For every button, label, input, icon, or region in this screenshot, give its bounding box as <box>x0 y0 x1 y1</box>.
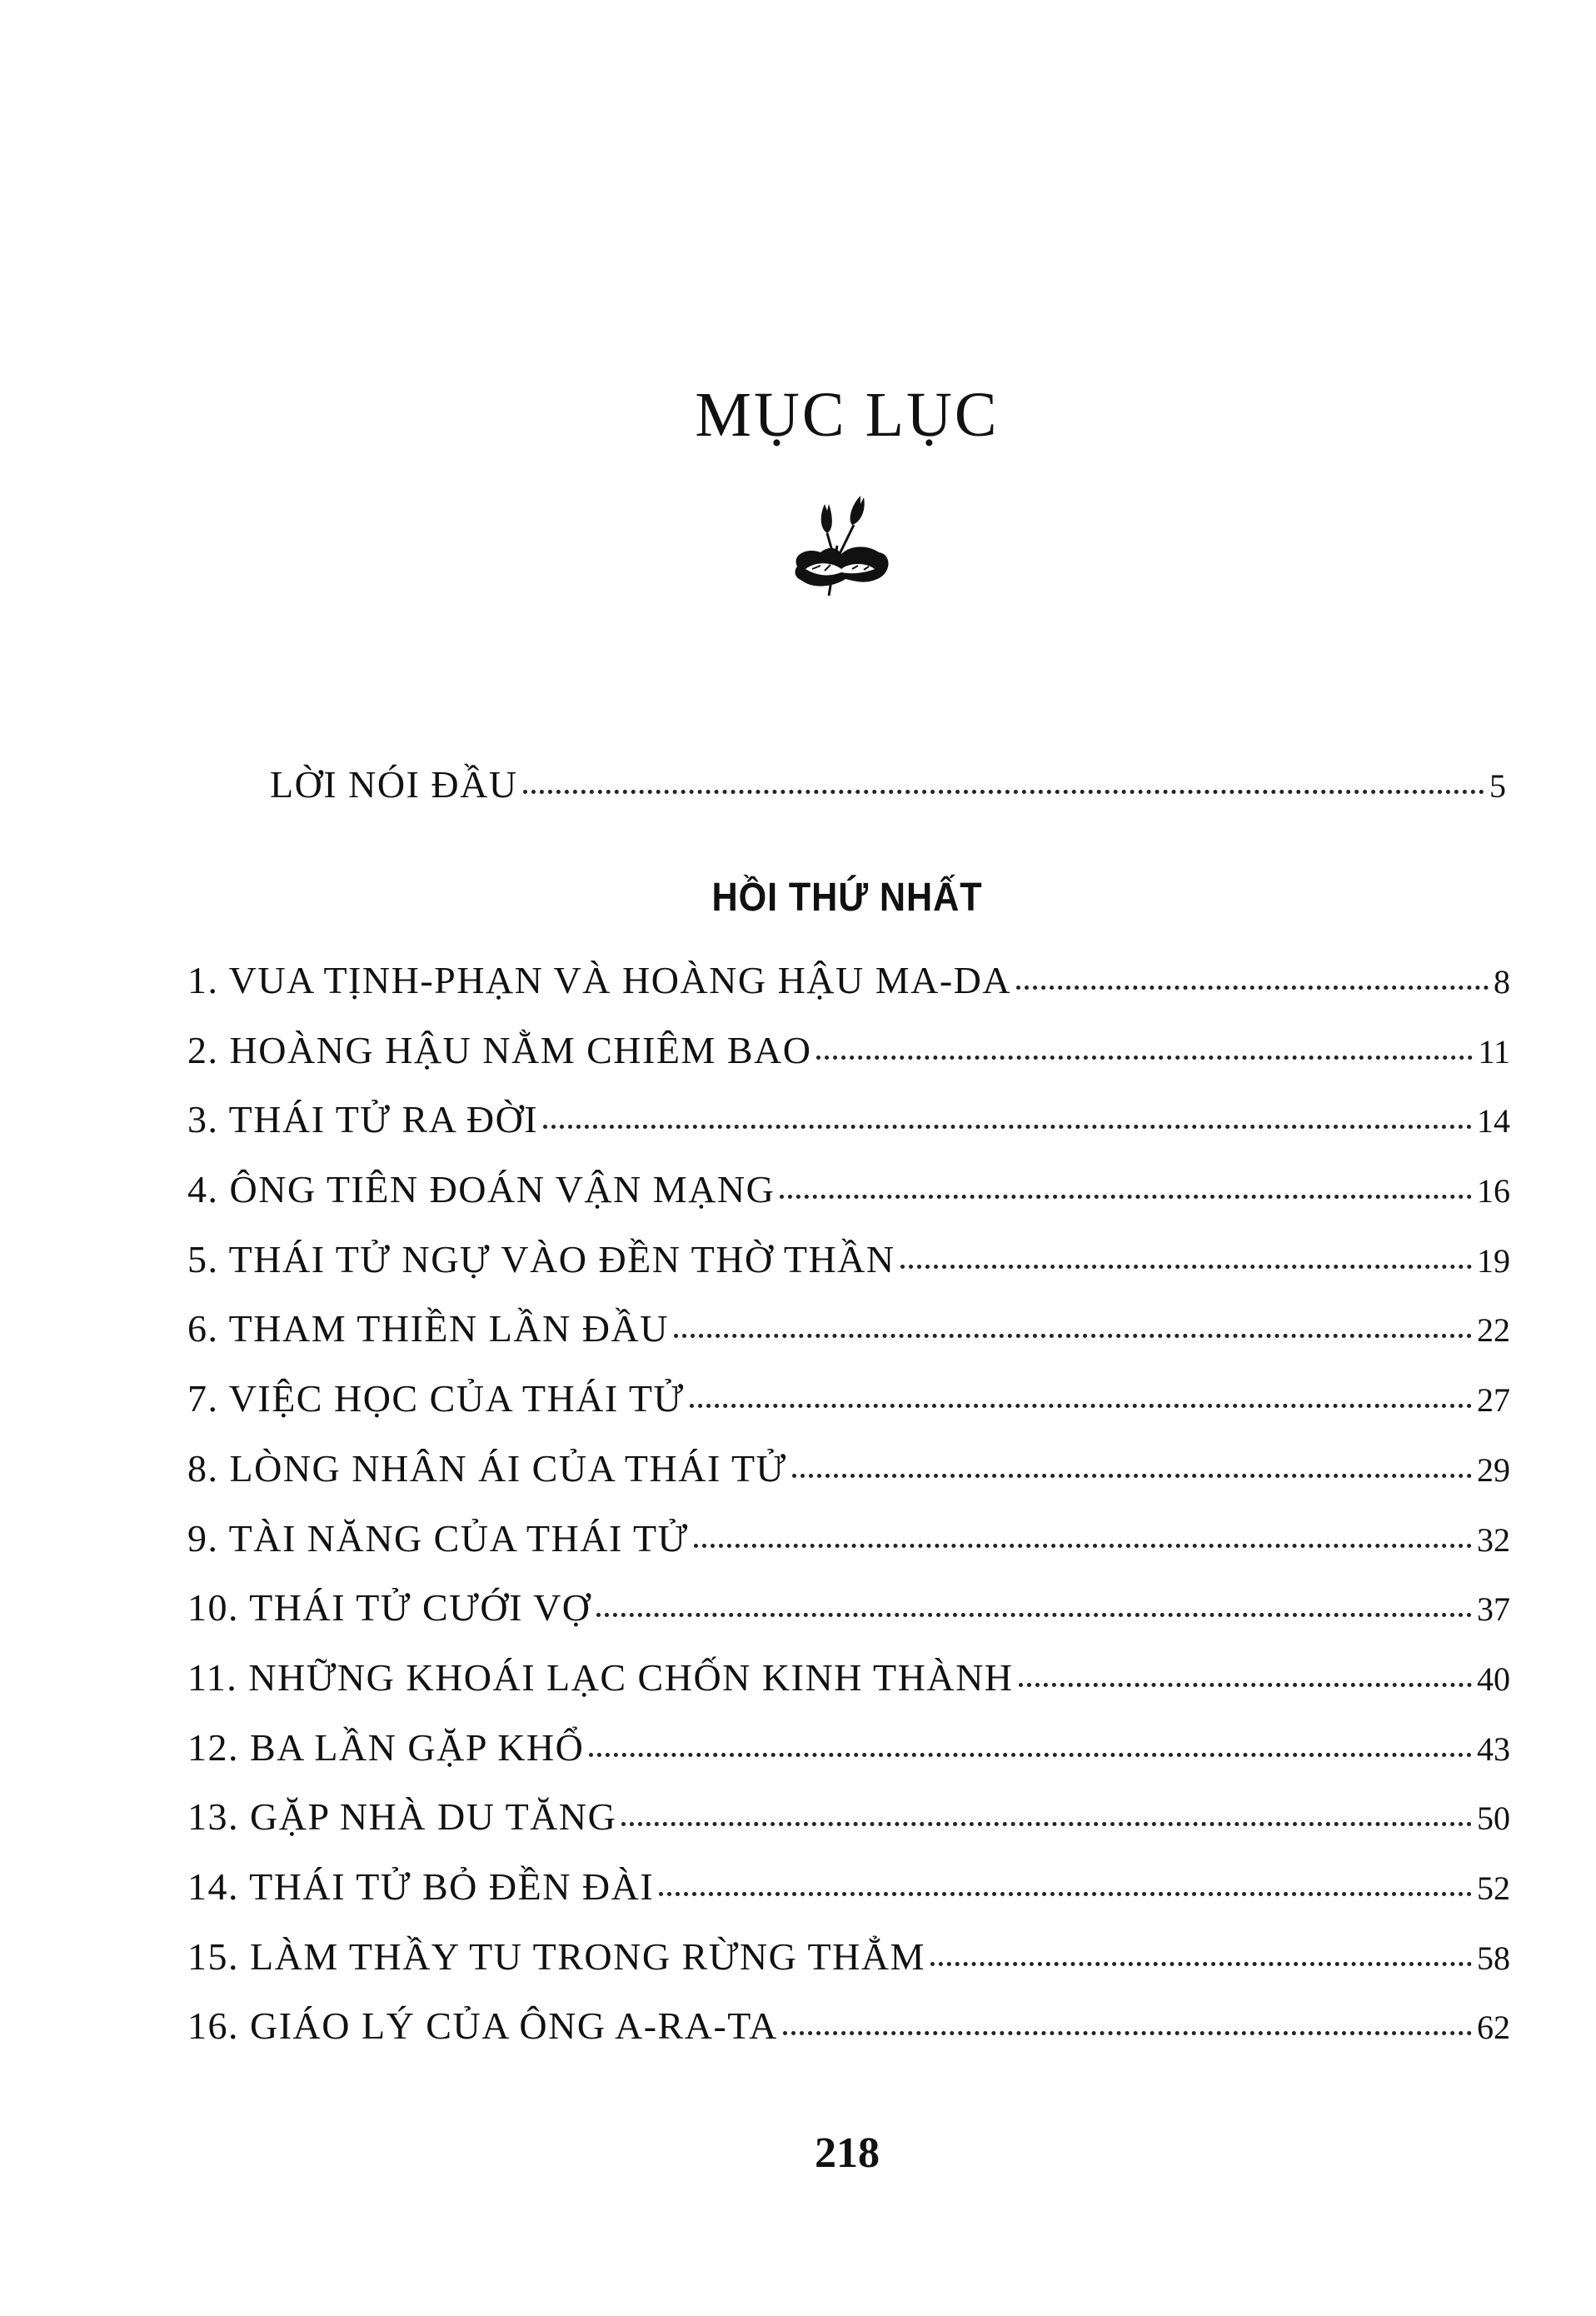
toc-entry[interactable] <box>187 1725 1510 1795</box>
page-title: MỤC LỤC <box>695 380 1000 450</box>
page-number: 218 <box>815 2129 880 2177</box>
toc-entry-label: 13. GẶP NHÀ DU TĂNG <box>187 1795 617 1839</box>
toc-entry-label: 8. LÒNG NHÂN ÁI CỦA THÁI TỬ <box>187 1446 787 1490</box>
toc-entry-page: 29 <box>1477 1450 1510 1489</box>
toc-entry-label: 12. BA LẦN GẶP KHỔ <box>187 1725 585 1769</box>
toc-entry[interactable] <box>187 958 1510 1028</box>
dot-leader <box>900 1265 1472 1269</box>
toc-entry-label: 15. LÀM THẦY TU TRONG RỪNG THẲM <box>187 1934 925 1978</box>
toc-entry-page: 62 <box>1477 2009 1510 2047</box>
dot-leader <box>783 2031 1472 2035</box>
toc-entry-page: 19 <box>1477 1241 1510 1280</box>
toc-entry[interactable] <box>187 2004 1510 2074</box>
toc-entry-page: 27 <box>1477 1381 1510 1420</box>
lotus-ornament-icon <box>787 487 900 600</box>
toc-entry-label: 1. VUA TỊNH-PHẠN VÀ HOÀNG HẬU MA-DA <box>187 959 1012 1001</box>
dot-leader <box>816 1056 1473 1060</box>
toc-entry[interactable] <box>187 1167 1510 1237</box>
dot-leader <box>780 1195 1472 1199</box>
toc-entry-page: 50 <box>1477 1799 1510 1838</box>
section-heading: HỒI THỨ NHẤT <box>711 876 983 920</box>
toc-entry-label: 5. THÁI TỬ NGỰ VÀO ĐỀN THỜ THẦN <box>187 1237 895 1280</box>
toc-entry-label: 4. ÔNG TIÊN ĐOÁN VẬN MẠNG <box>187 1168 776 1211</box>
toc-entry-page: 58 <box>1477 1939 1510 1977</box>
toc-entry-label: 2. HOÀNG HẬU NẰM CHIÊM BAO <box>187 1028 812 1071</box>
dot-leader <box>659 1892 1472 1896</box>
toc-entry-label: 11. NHỮNG KHOÁI LẠC CHỐN KINH THÀNH <box>187 1655 1014 1699</box>
toc-entry[interactable] <box>187 1655 1510 1725</box>
dot-leader <box>930 1962 1472 1966</box>
toc-entry-label: 3. THÁI TỬ RA ĐỜI <box>187 1098 539 1141</box>
toc-entry[interactable] <box>187 1794 1510 1864</box>
dot-leader <box>523 790 1484 794</box>
dot-leader <box>596 1613 1472 1617</box>
dot-leader <box>1016 986 1489 990</box>
toc-entry-page: 40 <box>1477 1660 1510 1698</box>
toc-entry[interactable] <box>187 1864 1510 1934</box>
dot-leader <box>589 1753 1472 1757</box>
toc-entry-page: 14 <box>1477 1102 1510 1141</box>
toc-entry-label: 7. VIỆC HỌC CỦA THÁI TỬ <box>187 1377 685 1420</box>
toc-entry[interactable] <box>187 1306 1510 1376</box>
toc-entry-label: LỜI NÓI ĐẦU <box>270 763 518 806</box>
toc-entry[interactable] <box>187 1097 1510 1167</box>
toc-entry-page: 8 <box>1494 963 1510 1001</box>
toc-entry[interactable] <box>187 1446 1510 1516</box>
toc-entry[interactable] <box>187 1237 1510 1307</box>
toc-entry-page: 22 <box>1477 1311 1510 1350</box>
toc-entry-label: 10. THÁI TỬ CƯỚI VỢ <box>187 1586 591 1630</box>
toc-entry-page: 16 <box>1477 1172 1510 1210</box>
toc-entry-page: 52 <box>1477 1869 1510 1907</box>
dot-leader <box>543 1125 1472 1129</box>
dot-leader <box>690 1404 1472 1408</box>
toc-entry-label: 9. TÀI NĂNG CỦA THÁI TỬ <box>187 1516 689 1560</box>
toc-entry-page: 37 <box>1477 1590 1510 1629</box>
toc-list <box>187 958 1510 2074</box>
toc-entry-page: 11 <box>1478 1032 1510 1071</box>
dot-leader <box>792 1474 1472 1478</box>
toc-entry-preface[interactable] <box>270 762 1506 806</box>
toc-entry[interactable] <box>187 1376 1510 1446</box>
toc-entry[interactable] <box>187 1585 1510 1655</box>
dot-leader <box>621 1822 1472 1826</box>
toc-entry-page: 5 <box>1489 767 1506 805</box>
toc-entry-label: 6. THAM THIỀN LẦN ĐẦU <box>187 1307 669 1350</box>
toc-entry-label: 14. THÁI TỬ BỎ ĐỀN ĐÀI <box>187 1864 655 1908</box>
dot-leader <box>674 1334 1472 1338</box>
toc-entry-label: 16. GIÁO LÝ CỦA ÔNG A-RA-TA <box>187 2004 778 2048</box>
toc-entry[interactable] <box>187 1028 1510 1098</box>
dot-leader <box>1019 1683 1472 1687</box>
toc-entry-page: 32 <box>1477 1520 1510 1559</box>
dot-leader <box>694 1544 1472 1548</box>
toc-entry-page: 43 <box>1477 1730 1510 1768</box>
toc-entry[interactable] <box>187 1934 1510 2004</box>
toc-entry[interactable] <box>187 1516 1510 1586</box>
